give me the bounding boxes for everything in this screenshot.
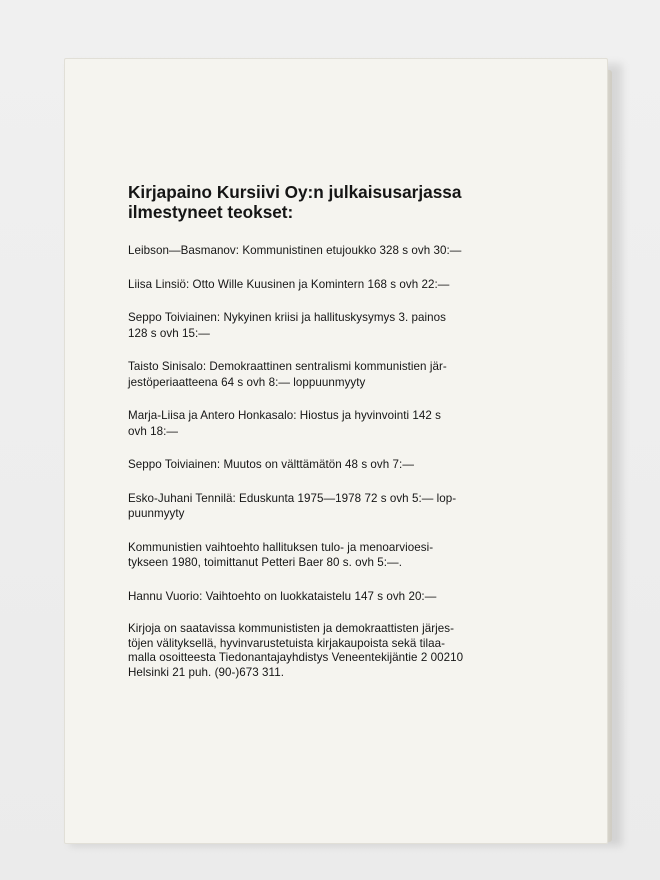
availability-note: Kirjoja on saatavissa kommunististen ja demokraattisten järjes- töjen välityksellä, hyvinvarustetuista kirjakaupoista sekä tilaa- malla osoitteesta Tiedonantajayhdistys Veneentekijäntie 2 00210 Helsinki 21 puh. (90-)673 311.: [128, 622, 464, 679]
book-entry-1: Leibson—Basmanov: Kommunistinen etujoukko 328 s ovh 30:—: [128, 244, 462, 257]
list-heading: Kirjapaino Kursiivi Oy:n julkaisusarjassa ilmestyneet teokset:: [128, 182, 462, 222]
book-entry-8: Kommunistien vaihtoehto hallituksen tulo- ja menoarvioesi- tykseen 1980, toimittanut Petteri Baer 80 s. ovh 5:—.: [128, 540, 434, 569]
book-entry-7: Esko-Juhani Tennilä: Eduskunta 1975—1978 72 s ovh 5:— lop- puunmyyty: [128, 491, 457, 520]
book-entry-6: Seppo Toiviainen: Muutos on välttämätön 48 s ovh 7:—: [128, 458, 414, 471]
book-entry-3: Seppo Toiviainen: Nykyinen kriisi ja hallituskysymys 3. painos 128 s ovh 15:—: [128, 311, 446, 340]
book-entry-4: Taisto Sinisalo: Demokraattinen sentralismi kommunistien jär- jestöperiaatteena 64 s ovh 8:— loppuunmyyty: [128, 360, 447, 389]
publication-list: [128, 182, 518, 680]
book-entry-5: Marja-Liisa ja Antero Honkasalo: Hiostus ja hyvinvointi 142 s ovh 18:—: [128, 409, 442, 438]
book-entry-9: Hannu Vuorio: Vaihtoehto on luokkataistelu 147 s ovh 20:—: [128, 589, 437, 603]
book-entry-2: Liisa Linsiö: Otto Wille Kuusinen ja Komintern 168 s ovh 22:—: [128, 277, 450, 291]
book-back-cover: [64, 58, 608, 844]
